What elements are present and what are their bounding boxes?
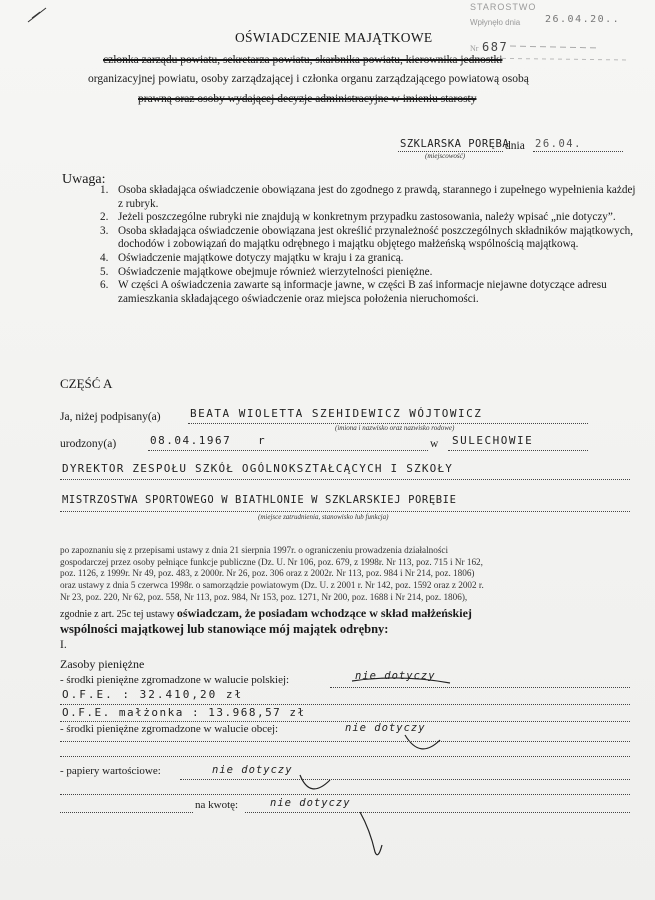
papiery-label: - papiery wartościowe: xyxy=(60,765,161,777)
name-value: BEATA WIOLETTA SZEHIDEWICZ WÓJTOWICZ xyxy=(190,407,483,420)
pln-dots xyxy=(330,687,630,688)
born-in-prefix: w xyxy=(430,438,439,450)
uwaga-item: 1. Osoba składająca oświadczenie obowiązana jest do zgodnego z prawdą, starannego i zupełnego wypełnienia każdej z rubryk. xyxy=(100,184,636,210)
kwota-dots-left xyxy=(60,812,193,813)
date-dots xyxy=(533,151,623,152)
job-label: (miejsce zatrudnienia, stanowisko lub funkcja) xyxy=(258,513,389,521)
foreign-dots-2 xyxy=(60,756,630,757)
stamp-office: STAROSTWO xyxy=(470,2,537,12)
kwota-dots-right xyxy=(245,812,630,813)
name-label: (imiona i nazwisko oraz nazwisko rodowe) xyxy=(335,424,455,432)
declare-pre: zgodnie z art. 25c tej ustawy xyxy=(60,609,175,620)
legal-line: poz. 1126, z 1999r. Nr 49, poz. 483, z 2000r. Nr 26, poz. 306 oraz z 2002r. Nr 113, poz. 984 i Nr 214, poz. 1806) xyxy=(60,568,475,579)
ofe-line-1: O.F.E. : 32.410,20 zł xyxy=(62,688,244,701)
job-line-1: DYREKTOR ZESPOŁU SZKÓŁ OGÓLNOKSZTAŁCĄCYCH I SZKOŁY xyxy=(62,462,454,475)
legal-line: po zapoznaniu się z przepisami ustawy z dnia 21 sierpnia 1997r. o ograniczeniu prowadzenia działalności xyxy=(60,545,449,555)
papiery-dots-1 xyxy=(180,779,630,780)
declare-bold-1: oświadczam, że posiadam wchodzące w skład małżeńskiej xyxy=(176,606,472,620)
header-line-3: prawną oraz osoby wydającej decyzje administracyjne w imieniu starosty xyxy=(138,93,477,105)
job-dots-1 xyxy=(60,479,630,480)
kwota-scribble xyxy=(0,0,1,1)
place-value: SZKLARSKA PORĘBA xyxy=(400,138,510,150)
job-line-2: MISTRZOSTWA SPORTOWEGO W BIATHLONIE W SZKLARSKIEJ PORĘBIE xyxy=(62,494,457,506)
header-line-2: organizacyjnej powiatu, osoby zarządzającej i członka organu zarządzającego powiatową osobą xyxy=(88,73,529,85)
legal-line: gospodarczej przez osoby pełniące funkcje publiczne (Dz. U. Nr 106, poz. 679, z 1998r. Nr 113, poz. 715 i Nr 162, xyxy=(60,556,483,567)
section-roman: I. xyxy=(60,639,67,651)
declare-line-1 xyxy=(60,606,472,621)
uwaga-item: 4. Oświadczenie majątkowe dotyczy majątku w kraju i za granicą. xyxy=(100,251,404,264)
legal-text xyxy=(60,545,640,604)
legal-line: Nr 23, poz. 220, Nr 62, poz. 558, Nr 113, poz. 984, Nr 153, poz. 1271, Nr 200, poz. 1688 i Nr 214, poz. 1806), xyxy=(60,591,468,602)
place-label: (miejscowość) xyxy=(425,152,466,160)
ofe-dots-1 xyxy=(60,704,630,705)
born-date-dots xyxy=(148,450,428,451)
born-suffix: r xyxy=(258,434,267,447)
born-place-dots xyxy=(448,450,588,451)
kwota-value: nie dotyczy xyxy=(270,797,351,809)
declare-bold-2: wspólności majątkowej lub stanowiące mój majątek odrębny: xyxy=(60,622,389,636)
uwaga-item: 6. W części A oświadczenia zawarte są informacje jawne, w części B zaś informacje niejawne dotyczące adresu zamieszkania składającego oświadczenie oraz miejsca położenia nieruchomości. xyxy=(100,279,607,305)
page-title: OŚWIADCZENIE MAJĄTKOWE xyxy=(235,30,433,45)
date-prefix: dnia xyxy=(505,140,525,152)
uwaga-list xyxy=(100,184,640,306)
uwaga-item: 3. Osoba składająca oświadczenie obowiązana jest określić przynależność poszczególnych składników majątkowych, dochodów i zobowiązań do majątku odrębnego i majątku objętego małżeńską wspólnością majątkową. xyxy=(100,224,634,251)
kwota-label: na kwotę: xyxy=(195,799,239,811)
stamp-date: 26.04.20.. xyxy=(545,14,621,25)
date-value: 26.04. xyxy=(535,138,582,150)
stamp-number-label: Nr xyxy=(470,44,479,53)
zasoby-heading: Zasoby pieniężne xyxy=(60,657,145,671)
foreign-label: - środki pieniężne zgromadzone w walucie obcej: xyxy=(60,723,279,735)
pln-label: - środki pieniężne zgromadzone w walucie polskiej: xyxy=(60,674,290,686)
legal-line: oraz ustawy z dnia 5 czerwca 1998r. o samorządzie powiatowym (Dz. U. z 2001 r. Nr 142, poz. 1592 oraz z 2002 r. xyxy=(60,580,484,591)
name-prefix: Ja, niżej podpisany(a) xyxy=(60,411,161,423)
stamp-number: 687 xyxy=(482,40,509,54)
uwaga-item: 5. Oświadczenie majątkowe obejmuje również wierzytelności pieniężne. xyxy=(100,265,433,278)
papiery-value: nie dotyczy xyxy=(212,764,293,776)
papiery-dots-2 xyxy=(60,794,630,795)
born-date: 08.04.1967 xyxy=(150,434,232,447)
pln-value: nie dotyczy xyxy=(355,670,436,682)
ofe-line-2: O.F.E. małżonka : 13.968,57 zł xyxy=(62,706,306,719)
stamp-received-label: Wpłynęło dnia xyxy=(470,18,521,27)
uwaga-heading: Uwaga: xyxy=(62,172,106,187)
uwaga-item: 2. Jeżeli poszczególne rubryki nie znajdują w konkretnym przypadku zastosowania, należy wpisać „nie dotyczy”. xyxy=(100,211,616,224)
born-place: SULECHOWIE xyxy=(452,434,534,447)
foreign-value: nie dotyczy xyxy=(345,722,426,734)
job-dots-2 xyxy=(60,511,630,512)
czesc-a-heading: CZĘŚĆ A xyxy=(60,376,113,391)
header-line-1: członka zarządu powiatu, sekretarza powiatu, skarbnika powiatu, kierownika jednostki xyxy=(103,54,503,66)
foreign-dots-1 xyxy=(60,741,630,742)
born-prefix: urodzony(a) xyxy=(60,438,117,450)
